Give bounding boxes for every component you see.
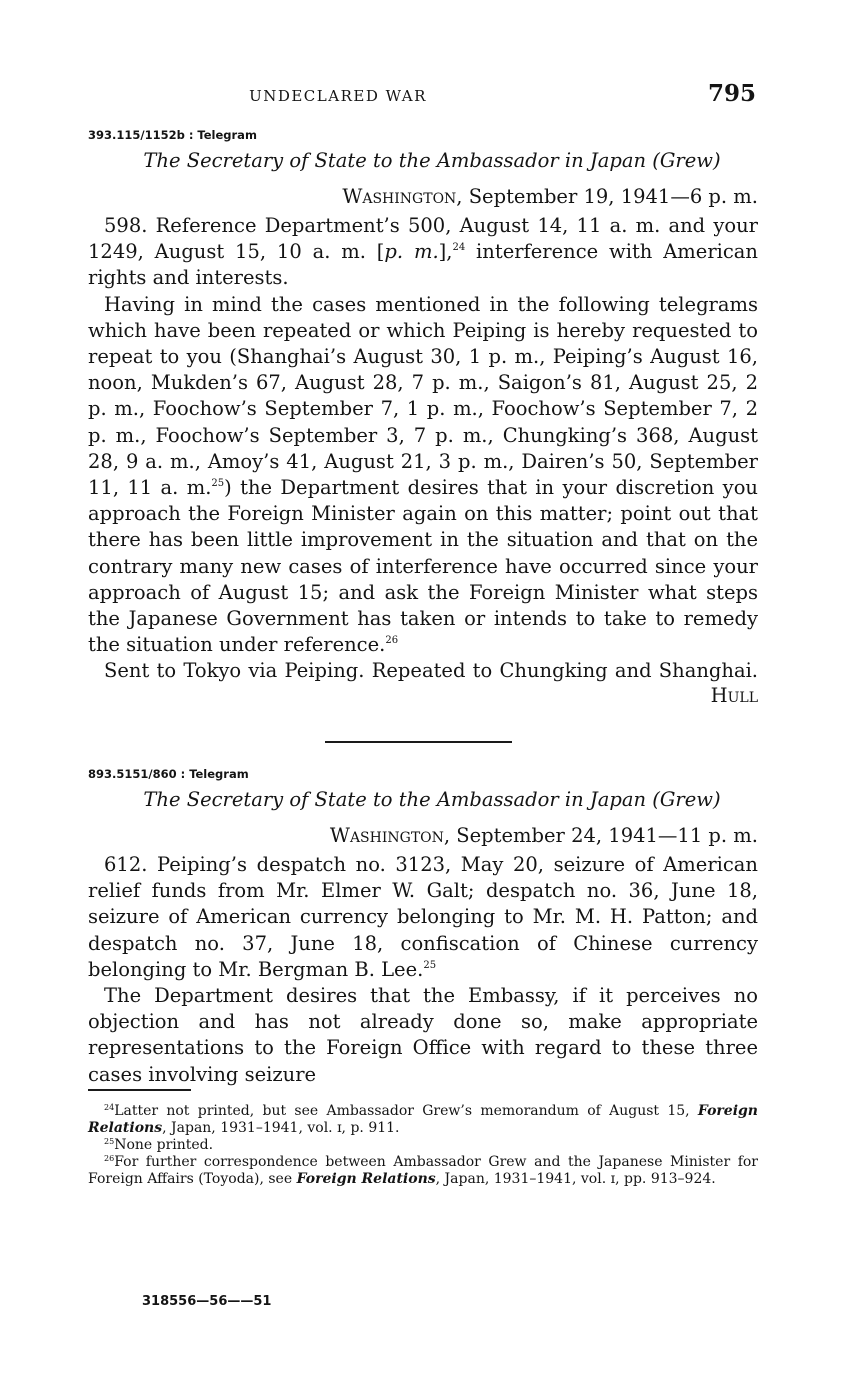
footnote-marker: 26 xyxy=(385,635,399,647)
footnote-24: $^{24}$Latter not printed, but see Ambassador Grew’s memorandum of August 15, Foreign Relations, Japan, 1931–1941, vol. ɪ, p. 911. xyxy=(88,1103,758,1136)
paragraph: Sent to Tokyo via Peiping. Repeated to Chungking and Shanghai. xyxy=(104,659,758,683)
document-heading: The Secretary of State to the Ambassador in Japan (Grew) xyxy=(143,149,721,172)
paragraph: 598. Reference Department’s 500, August 14, 11 a. m. and your 1249, August 15, 10 a. m. [p. m.],$^{24}$ interference with American rights and interests. xyxy=(88,214,758,290)
footnote-rule xyxy=(88,1089,191,1091)
document-heading: The Secretary of State to the Ambassador in Japan (Grew) xyxy=(143,788,721,811)
file-reference: 393.115/1152b : Telegram xyxy=(88,128,257,142)
file-reference: 893.5151/860 : Telegram xyxy=(88,767,249,781)
running-head xyxy=(88,80,756,110)
footnote-marker: 25 xyxy=(211,478,225,490)
ambassador-name: Grew xyxy=(659,788,713,811)
signature: Hull xyxy=(710,683,758,707)
footnote-marker: 24 xyxy=(452,242,466,254)
telegram-section-2 xyxy=(88,766,758,1088)
dateline: Washington, September 24, 1941—11 p. m. xyxy=(329,824,758,847)
print-code: 318556—56——51 xyxy=(142,1294,272,1309)
running-title: UNDECLARED WAR xyxy=(249,87,427,105)
paragraph: 612. Peiping’s despatch no. 3123, May 20, seizure of American relief funds from Mr. Elmer W. Galt; despatch no. 36, June 18, seizure of American currency belonging to Mr. M. H. Patton; and despatch no. 37, June 18, confiscation of Chinese currency belonging to Mr. Bergman B. Lee.$^{25}$ xyxy=(88,853,758,981)
page-number: 795 xyxy=(707,80,756,107)
ambassador-name: Grew xyxy=(659,149,713,172)
paragraph: The Department desires that the Embassy, if it perceives no objection and has not already done so, make appropriate representations to the Foreign Office with regard to these three cases involving seizure xyxy=(88,984,758,1086)
footnote-marker: 25 xyxy=(423,959,437,971)
section-divider xyxy=(325,741,512,743)
dateline: Washington, September 19, 1941—6 p. m. xyxy=(342,185,758,208)
footnotes xyxy=(88,1103,758,1188)
footnote-26: $^{26}$For further correspondence between Ambassador Grew and the Japanese Minister for Foreign Affairs (Toyoda), see Foreign Relations, Japan, 1931–1941, vol. ɪ, pp. 913–924. xyxy=(88,1154,758,1187)
paragraph: Having in mind the cases mentioned in the following telegrams which have been repeated or which Peiping is hereby requested to repeat to you (Shanghai’s August 30, 1 p. m., Peiping’s August 16, noon, Mukden’s 67, August 28, 7 p. m., Saigon’s 81, August 25, 2 p. m., Foochow’s September 7, 1 p. m., Foochow’s September 7, 2 p. m., Foochow’s September 3, 7 p. m., Chungking’s 368, August 28, 9 a. m., Amoy’s 41, August 21, 3 p. m., Dairen’s 50, September 11, 11 a. m.$^{25}$) the Department desires that in your discretion you approach the Foreign Minister again on this matter; point out that there has been little improvement in the situation and that on the contrary many new cases of interference have occurred since your approach of August 15; and ask the Foreign Minister what steps the Japanese Government has taken or intends to take to remedy the situation under reference.$^{26}$ xyxy=(88,292,758,657)
footnote-25: $^{25}$None printed. xyxy=(104,1137,214,1153)
telegram-section-1 xyxy=(88,127,758,707)
